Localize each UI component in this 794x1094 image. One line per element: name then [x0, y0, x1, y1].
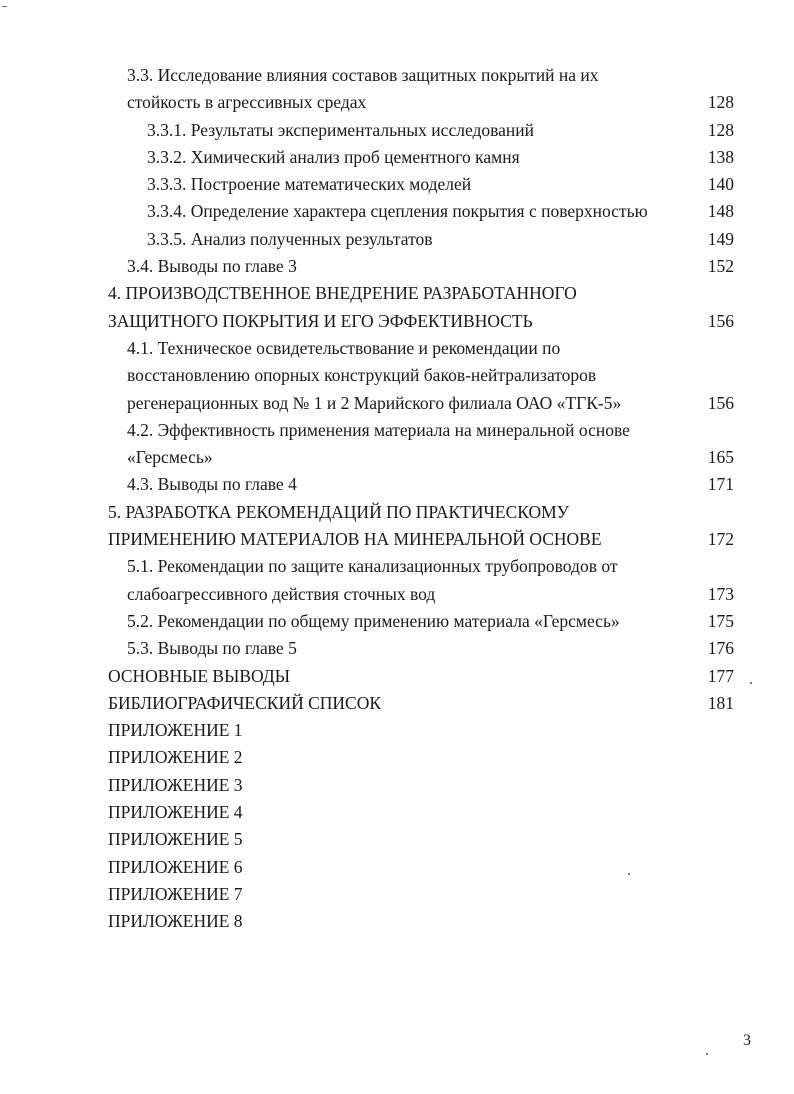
toc-line: [0, 89, 794, 116]
toc-line: [0, 581, 794, 608]
toc-line: [0, 226, 794, 253]
toc-entry-text: стойкость в агрессивных средах: [127, 92, 367, 113]
toc-entry-text: ПРИЛОЖЕНИЕ 7: [108, 883, 243, 904]
toc-page-number: 171: [707, 474, 734, 495]
toc-entry-text: 4.1. Техническое освидетельствование и рекомендации по: [127, 337, 561, 358]
toc-page-number: 148: [707, 201, 734, 222]
toc-page-number: 140: [707, 174, 734, 195]
toc-entry-text: 3.4. Выводы по главе 3: [127, 256, 297, 277]
toc-entry-text: ПРИЛОЖЕНИЕ 6: [108, 856, 243, 877]
toc-entry-text: 3.3.4. Определение характера сцепления покрытия с поверхностью: [147, 201, 648, 222]
toc-entry-text: ЗАЩИТНОГО ПОКРЫТИЯ И ЕГО ЭФФЕКТИВНОСТЬ: [108, 310, 533, 331]
toc-entry-text: 3.3.5. Анализ полученных результатов: [147, 228, 433, 249]
toc-line: [0, 417, 794, 444]
toc-page-number: 181: [707, 692, 734, 713]
toc-line: [0, 144, 794, 171]
toc-line: [0, 826, 794, 853]
toc-line: [0, 280, 794, 307]
toc-page-number: 176: [707, 638, 734, 659]
toc-line: [0, 854, 794, 881]
toc-page-number: 152: [707, 256, 734, 277]
toc-entry-text: восстановлению опорных конструкций баков-нейтрализаторов: [127, 365, 597, 386]
toc-line: [0, 799, 794, 826]
toc-line: [0, 744, 794, 771]
toc-line: [0, 362, 794, 389]
toc-page-number: 128: [707, 92, 734, 113]
toc-line: [0, 717, 794, 744]
toc-entry-text: 4.2. Эффективность применения материала на минеральной основе: [127, 419, 630, 440]
toc-page-number: 175: [707, 610, 734, 631]
toc-line: [0, 499, 794, 526]
toc-line: [0, 635, 794, 662]
toc-line: [0, 663, 794, 690]
toc-entry-text: ПРИЛОЖЕНИЕ 8: [108, 911, 243, 932]
toc-entry-text: ПРИЛОЖЕНИЕ 2: [108, 747, 243, 768]
toc-page-number: 149: [707, 228, 734, 249]
toc-line: [0, 117, 794, 144]
toc-entry-text: ПРИЛОЖЕНИЕ 4: [108, 802, 243, 823]
toc-line: [0, 335, 794, 362]
toc-line: [0, 444, 794, 471]
toc-line: [0, 198, 794, 225]
toc-page-number: 165: [707, 447, 734, 468]
toc-entry-text: ОСНОВНЫЕ ВЫВОДЫ: [108, 665, 291, 686]
toc-line: [0, 62, 794, 89]
toc-page-number: 156: [707, 310, 734, 331]
scan-mark: [2, 6, 7, 7]
toc-page-number: 138: [707, 146, 734, 167]
toc-entry-text: «Герсмесь»: [127, 447, 213, 468]
toc-entry-text: 5.2. Рекомендации по общему применению материала «Герсмесь»: [127, 610, 620, 631]
toc-entry-text: ПРИМЕНЕНИЮ МАТЕРИАЛОВ НА МИНЕРАЛЬНОЙ ОСНОВЕ: [108, 529, 602, 550]
toc-entry-text: ПРИЛОЖЕНИЕ 5: [108, 829, 243, 850]
toc-line: [0, 772, 794, 799]
table-of-contents: [0, 62, 794, 936]
toc-line: [0, 253, 794, 280]
toc-entry-text: 4.3. Выводы по главе 4: [127, 474, 297, 495]
scan-speck: [706, 1053, 708, 1055]
toc-entry-text: 5. РАЗРАБОТКА РЕКОМЕНДАЦИЙ ПО ПРАКТИЧЕСКОМУ: [108, 501, 570, 522]
page-number: 3: [743, 1032, 751, 1049]
toc-entry-text: ПРИЛОЖЕНИЕ 3: [108, 774, 243, 795]
toc-entry-text: слабоагрессивного действия сточных вод: [127, 583, 436, 604]
toc-line: [0, 171, 794, 198]
toc-page-number: 173: [707, 583, 734, 604]
toc-entry-text: 5.1. Рекомендации по защите канализационных трубопроводов от: [127, 556, 618, 577]
toc-line: [0, 608, 794, 635]
toc-line: [0, 526, 794, 553]
toc-entry-text: 3.3. Исследование влияния составов защитных покрытий на их: [127, 65, 599, 85]
toc-entry-text: 5.3. Выводы по главе 5: [127, 638, 297, 659]
scan-speck: [628, 873, 630, 875]
toc-entry-text: регенерационных вод № 1 и 2 Марийского филиала ОАО «ТГК-5»: [127, 392, 622, 413]
toc-page-number: 172: [707, 529, 734, 550]
toc-entry-text: ПРИЛОЖЕНИЕ 1: [108, 720, 243, 741]
toc-entry-text: 3.3.3. Построение математических моделей: [147, 174, 472, 195]
scan-speck: [750, 682, 752, 684]
toc-line: [0, 908, 794, 935]
toc-entry-text: 4. ПРОИЗВОДСТВЕННОЕ ВНЕДРЕНИЕ РАЗРАБОТАННОГО: [108, 283, 577, 304]
toc-page-number: 177: [707, 665, 734, 686]
toc-entry-text: 3.3.2. Химический анализ проб цементного камня: [147, 146, 520, 167]
toc-line: [0, 553, 794, 580]
toc-page-number: 156: [707, 392, 734, 413]
toc-entry-text: 3.3.1. Результаты экспериментальных исследований: [147, 119, 535, 140]
toc-line: [0, 390, 794, 417]
toc-entry-text: БИБЛИОГРАФИЧЕСКИЙ СПИСОК: [108, 692, 382, 713]
toc-line: [0, 881, 794, 908]
toc-line: [0, 690, 794, 717]
toc-line: [0, 471, 794, 498]
toc-page-number: 128: [707, 119, 734, 140]
toc-line: [0, 308, 794, 335]
